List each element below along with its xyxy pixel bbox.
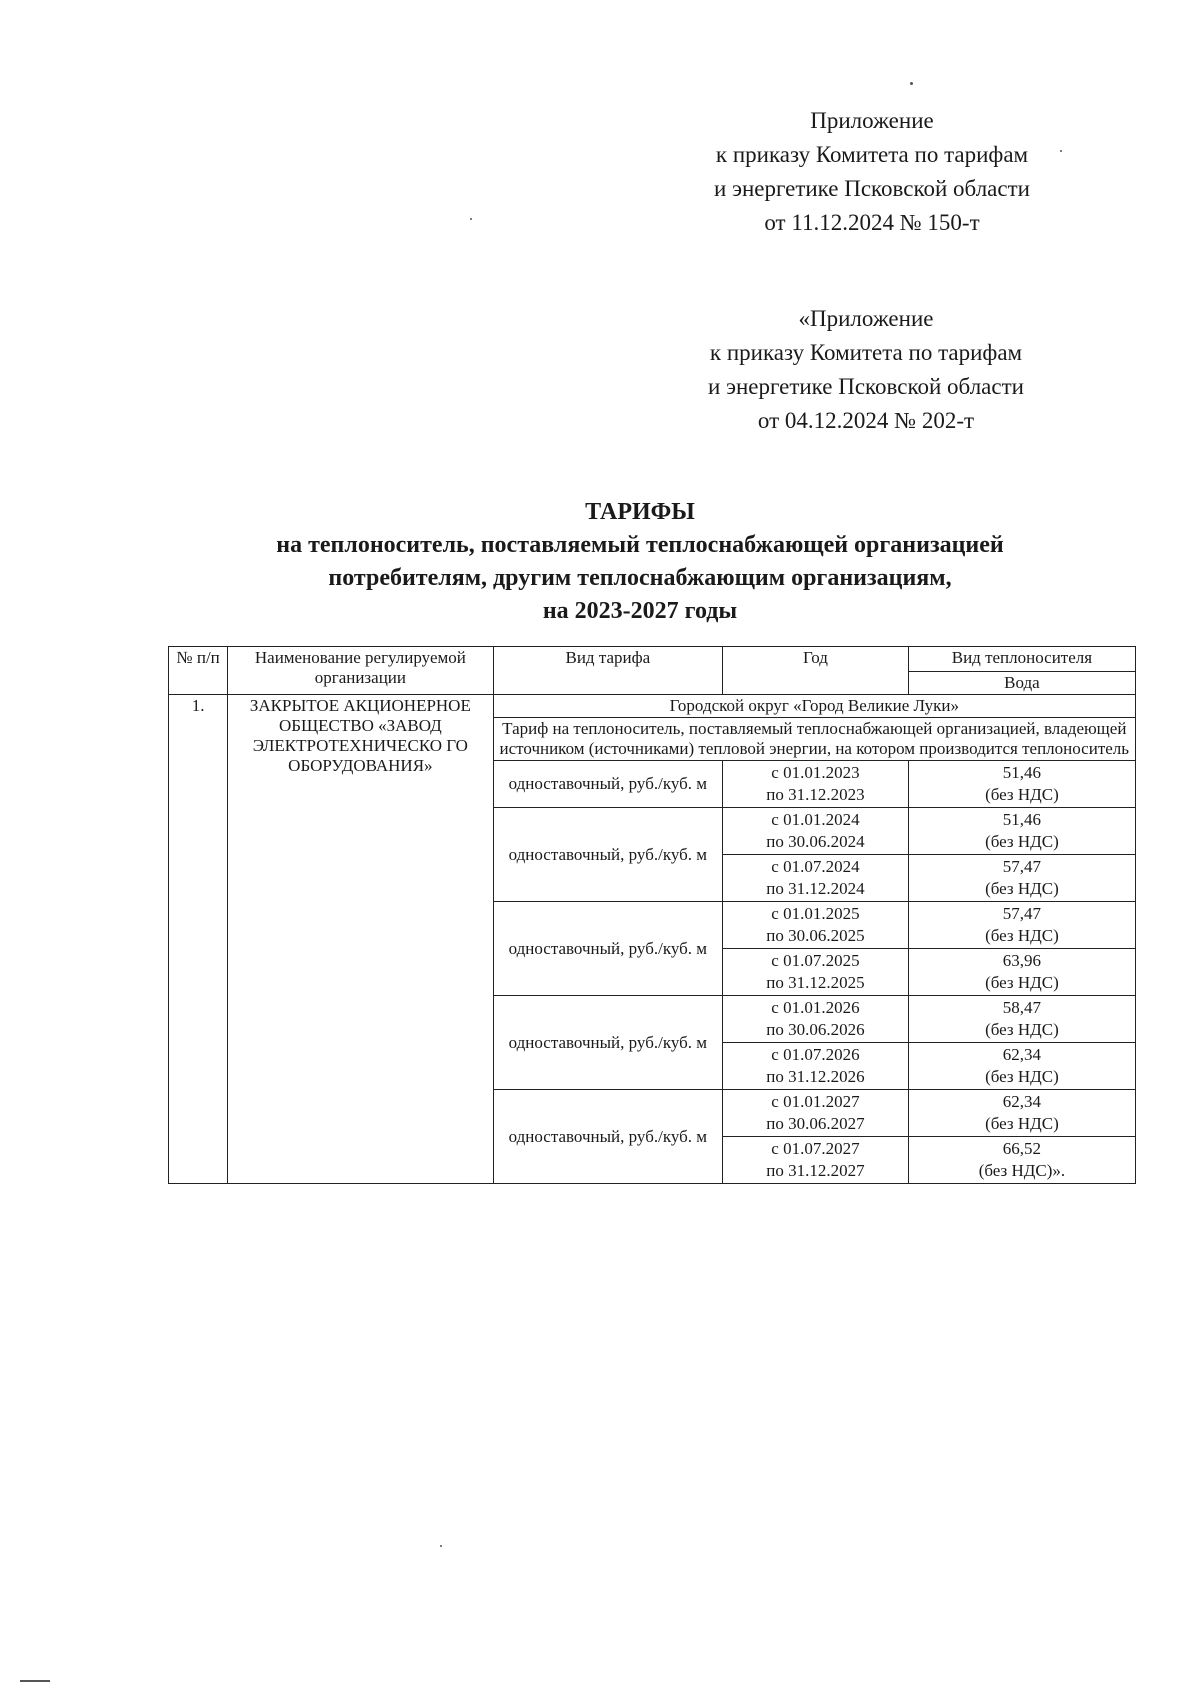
period-from: с 01.01.2023 — [771, 763, 860, 782]
tariff-value-cell — [908, 855, 1135, 902]
table-row — [169, 695, 1136, 718]
tariff-table — [168, 646, 1136, 1184]
tariff-value: 62,34 — [1002, 1092, 1042, 1111]
title-heading: ТАРИФЫ — [585, 499, 695, 525]
appendix-line: от 11.12.2024 № 150-т — [764, 210, 980, 235]
period-cell — [723, 761, 909, 808]
period-to: по 30.06.2026 — [766, 1020, 865, 1039]
tariff-value: 57,47 — [1002, 857, 1042, 876]
period-cell — [723, 902, 909, 949]
period-to: по 30.06.2027 — [766, 1114, 865, 1133]
appendix-line: к приказу Комитета по тарифам — [715, 142, 1029, 167]
tariff-value-cell — [908, 996, 1135, 1043]
period-to: по 31.12.2025 — [766, 973, 865, 992]
tariff-vat-note: (без НДС) — [985, 973, 1059, 992]
period-cell — [723, 949, 909, 996]
scan-speck — [910, 82, 913, 85]
scan-speck — [1060, 150, 1062, 152]
tariff-value-cell — [908, 808, 1135, 855]
organization-name: ЗАКРЫТОЕ АКЦИОНЕРНОЕ ОБЩЕСТВО «ЗАВОД ЭЛЕКТРОТЕХНИЧЕСКО ГО ОБОРУДОВАНИЯ» — [228, 695, 493, 1184]
title-line: на теплоноситель, поставляемый теплоснабжающей организацией — [276, 532, 1004, 558]
appendix-line: Приложение — [810, 108, 934, 133]
tariff-value: 63,96 — [1002, 951, 1042, 970]
period-cell — [723, 996, 909, 1043]
tariff-vat-note: (без НДС) — [985, 926, 1059, 945]
tariff-value: 62,34 — [1002, 1045, 1042, 1064]
tariff-value-cell — [908, 761, 1135, 808]
period-cell — [723, 808, 909, 855]
appendix-line: и энергетике Псковской области — [714, 176, 1030, 201]
period-from: с 01.07.2027 — [771, 1139, 860, 1158]
header-water: Вода — [908, 672, 1135, 695]
header-year: Год — [723, 647, 909, 695]
period-from: с 01.01.2026 — [771, 998, 860, 1017]
period-to: по 31.12.2027 — [766, 1161, 865, 1180]
tariff-value-cell — [908, 949, 1135, 996]
header-carrier: Вид теплоносителя — [908, 647, 1135, 672]
header-org: Наименование регулируемой организации — [228, 647, 493, 695]
row-number: 1. — [169, 695, 228, 1184]
tariff-type-cell: одноставочный, руб./куб. м — [493, 761, 723, 808]
appendix-line: к приказу Комитета по тарифам — [709, 340, 1023, 365]
header-num: № п/п — [169, 647, 228, 695]
tariff-value: 58,47 — [1002, 998, 1042, 1017]
appendix-line: от 04.12.2024 № 202-т — [757, 408, 975, 433]
period-cell — [723, 1090, 909, 1137]
period-to: по 30.06.2025 — [766, 926, 865, 945]
tariff-vat-note: (без НДС)». — [978, 1161, 1066, 1180]
period-to: по 31.12.2026 — [766, 1067, 865, 1086]
period-from: с 01.07.2026 — [771, 1045, 860, 1064]
scan-speck — [20, 1680, 50, 1682]
header-tariff-type: Вид тарифа — [493, 647, 723, 695]
tariff-type-cell: одноставочный, руб./куб. м — [493, 902, 723, 996]
scan-speck — [470, 218, 472, 220]
table-header-row — [169, 647, 1136, 672]
scan-speck — [440, 1545, 442, 1547]
district-name: Городской округ «Город Великие Луки» — [493, 695, 1135, 718]
appendix-line: «Приложение — [798, 306, 934, 331]
period-cell — [723, 1043, 909, 1090]
tariff-type-cell: одноставочный, руб./куб. м — [493, 996, 723, 1090]
tariff-vat-note: (без НДС) — [985, 1114, 1059, 1133]
period-cell — [723, 855, 909, 902]
title-line: на 2023-2027 годы — [542, 598, 738, 624]
tariff-vat-note: (без НДС) — [985, 1067, 1059, 1086]
appendix-line: и энергетике Псковской области — [708, 374, 1024, 399]
period-to: по 30.06.2024 — [766, 832, 865, 851]
period-from: с 01.01.2025 — [771, 904, 860, 923]
tariff-vat-note: (без НДС) — [985, 1020, 1059, 1039]
period-from: с 01.01.2027 — [771, 1092, 860, 1111]
period-from: с 01.07.2025 — [771, 951, 860, 970]
tariff-description: Тариф на теплоноситель, поставляемый теплоснабжающей организацией, владеющей источником (источниками) тепловой энергии, на котором производится теплоноситель — [493, 718, 1135, 761]
tariff-value-cell — [908, 1090, 1135, 1137]
tariff-value-cell — [908, 1137, 1135, 1184]
tariff-value: 66,52 — [1002, 1139, 1042, 1158]
period-cell — [723, 1137, 909, 1184]
period-from: с 01.07.2024 — [771, 857, 860, 876]
tariff-type-cell: одноставочный, руб./куб. м — [493, 808, 723, 902]
appendix-header-previous — [656, 302, 1076, 438]
title-line: потребителям, другим теплоснабжающим организациям, — [328, 565, 952, 591]
appendix-header-current — [662, 104, 1082, 240]
tariff-value-cell — [908, 902, 1135, 949]
period-from: с 01.01.2024 — [771, 810, 860, 829]
tariff-value-cell — [908, 1043, 1135, 1090]
tariff-vat-note: (без НДС) — [985, 879, 1059, 898]
tariff-vat-note: (без НДС) — [985, 832, 1059, 851]
tariff-value: 51,46 — [1002, 763, 1042, 782]
period-to: по 31.12.2023 — [766, 785, 865, 804]
period-to: по 31.12.2024 — [766, 879, 865, 898]
document-title — [180, 496, 1100, 628]
tariff-type-cell: одноставочный, руб./куб. м — [493, 1090, 723, 1184]
tariff-value: 51,46 — [1002, 810, 1042, 829]
tariff-value: 57,47 — [1002, 904, 1042, 923]
tariff-vat-note: (без НДС) — [985, 785, 1059, 804]
